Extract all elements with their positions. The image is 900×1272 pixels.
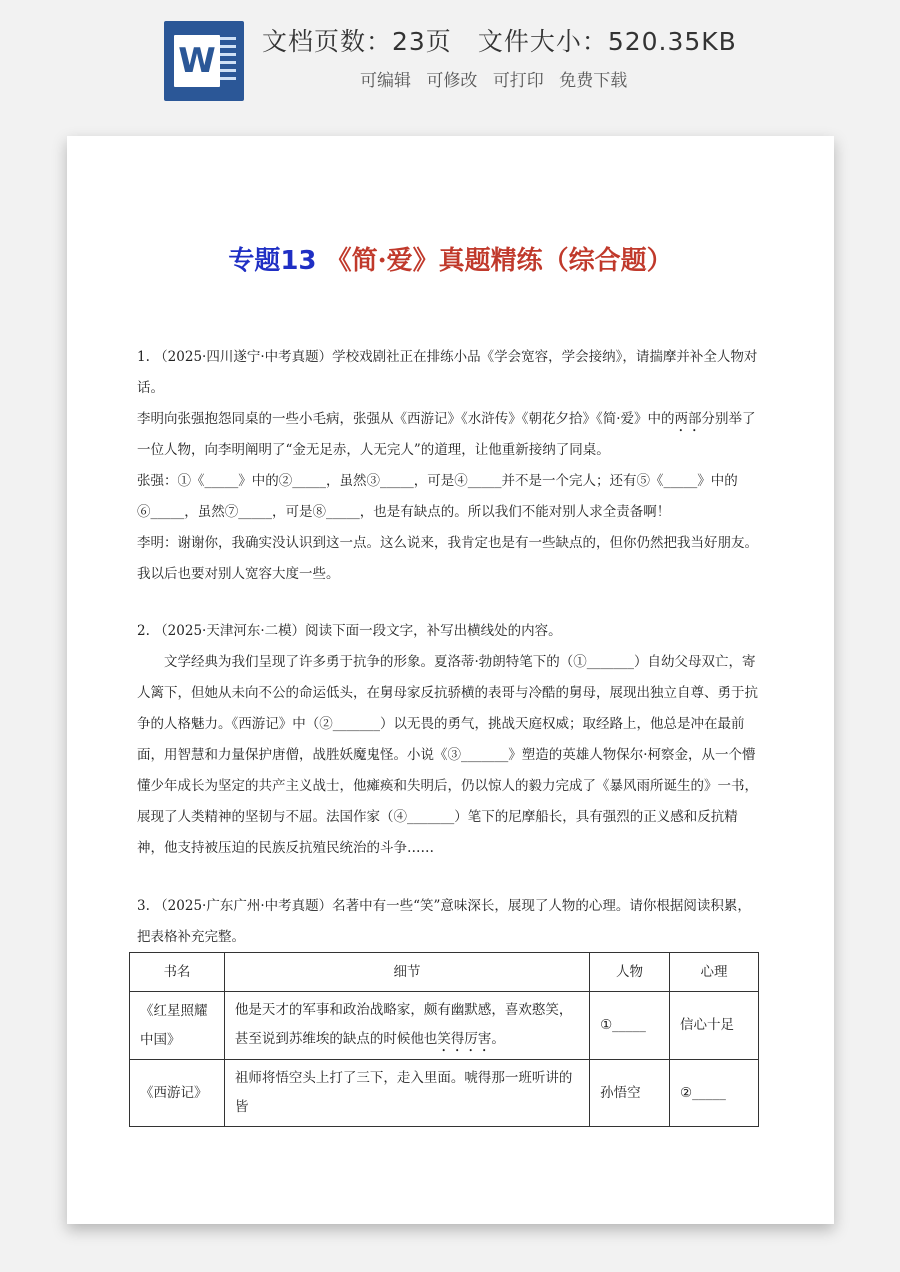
table-cell-detail: 他是天才的军事和政治战略家，颇有幽默感，喜欢憨笑，甚至说到苏维埃的缺点的时候他也笑得厉害。 [224, 992, 589, 1060]
table-cell-person: 孙悟空 [590, 1060, 670, 1127]
table-header: 心理 [670, 953, 759, 992]
question-3-stem: 3. （2025·广东广州·中考真题）名著中有一些“笑”意味深长，展现了人物的心理。请你根据阅读积累，把表格补充完整。 [137, 898, 751, 945]
question-1-dialogue-zhangqiang: 张强：①《_____》中的②_____，虽然③_____，可是④_____并不是一个完人；还有⑤《_____》中的⑥_____，虽然⑦_____，可是⑧_____，也是有缺点的。所以我们不能对别人求全责备啊！ [137, 473, 738, 520]
feature-list [360, 66, 637, 91]
file-info [262, 22, 737, 58]
page-count: 文档页数：23页 [262, 27, 452, 56]
table-row [130, 992, 759, 1060]
question-1-dialogue-liming: 李明：谢谢你，我确实没认识到这一点。这么说来，我肯定也是有一些缺点的，但你仍然把我当好朋友。我以后也要对别人宽容大度一些。 [137, 535, 758, 582]
table-row [130, 1060, 759, 1127]
feature-modifiable: 可修改 [426, 71, 478, 91]
emphasis-text: 两部 [674, 411, 702, 427]
word-doc-icon [164, 21, 244, 101]
table-cell-mind: 信心十足 [670, 992, 759, 1060]
table-header-row [130, 953, 759, 992]
question-3-table [129, 952, 759, 1127]
feature-free-download: 免费下载 [559, 71, 628, 91]
table-cell-detail: 祖师将悟空头上打了三下，走入里面。唬得那一班听讲的皆 [224, 1060, 589, 1127]
table-header: 书名 [130, 953, 225, 992]
question-3 [137, 891, 762, 953]
table-header: 人物 [590, 953, 670, 992]
title-topic-number: 专题13 [228, 246, 317, 276]
table-header: 细节 [224, 953, 589, 992]
question-1-stem: 1. （2025·四川遂宁·中考真题）学校戏剧社正在排练小品《学会宽容，学会接纳》，请揣摩并补全人物对话。 [137, 349, 758, 396]
table-cell-person: ①_____ [590, 992, 670, 1060]
word-logo-letter: W [178, 41, 216, 81]
question-2-stem: 2. （2025·天津河东·二模）阅读下面一段文字，补写出横线处的内容。 [137, 623, 562, 639]
question-1 [137, 342, 762, 590]
feature-printable: 可打印 [492, 71, 544, 91]
page-title [67, 240, 834, 277]
table-cell-book: 《红星照耀中国》 [130, 992, 225, 1060]
question-2 [137, 616, 762, 864]
document-info-banner [0, 0, 900, 118]
question-1-context: 李明向张强抱怨同桌的一些小毛病，张强从《西游记》《水浒传》《朝花夕拾》《简·爱》中的两部分别举了一位人物，向李明阐明了“金无足赤，人无完人”的道理，让他重新接纳了同桌。 [137, 411, 756, 458]
table-cell-mind: ②_____ [670, 1060, 759, 1127]
feature-editable: 可编辑 [360, 71, 411, 91]
title-topic-name: 《简·爱》真题精练（综合题） [325, 246, 673, 276]
file-size: 文件大小：520.35KB [477, 27, 737, 56]
table-cell-book: 《西游记》 [130, 1060, 225, 1127]
document-page [67, 136, 834, 1224]
emphasis-text: 笑得厉害 [437, 1031, 492, 1047]
question-2-passage: 文学经典为我们呈现了许多勇于抗争的形象。夏洛蒂·勃朗特笔下的（①_______）自幼父母双亡，寄人篱下，但她从未向不公的命运低头，在舅母家反抗骄横的表哥与冷酷的舅母，展现出独立自尊、勇于抗争的人格魅力。《西游记》中（②_______）以无畏的勇气，挑战天庭权威；取经路上，他总是冲在最前面，用智慧和力量保护唐僧，战胜妖魔鬼怪。小说《③_______》塑造的英雄人物保尔·柯察金，从一个懵懂少年成长为坚定的共产主义战士，他瘫痪和失明后，仍以惊人的毅力完成了《暴风雨所诞生的》一书，展现了人类精神的坚韧与不屈。法国作家（④_______）笔下的尼摩船长，具有强烈的正义感和反抗精神，他支持被压迫的民族反抗殖民统治的斗争…… [137, 654, 758, 856]
